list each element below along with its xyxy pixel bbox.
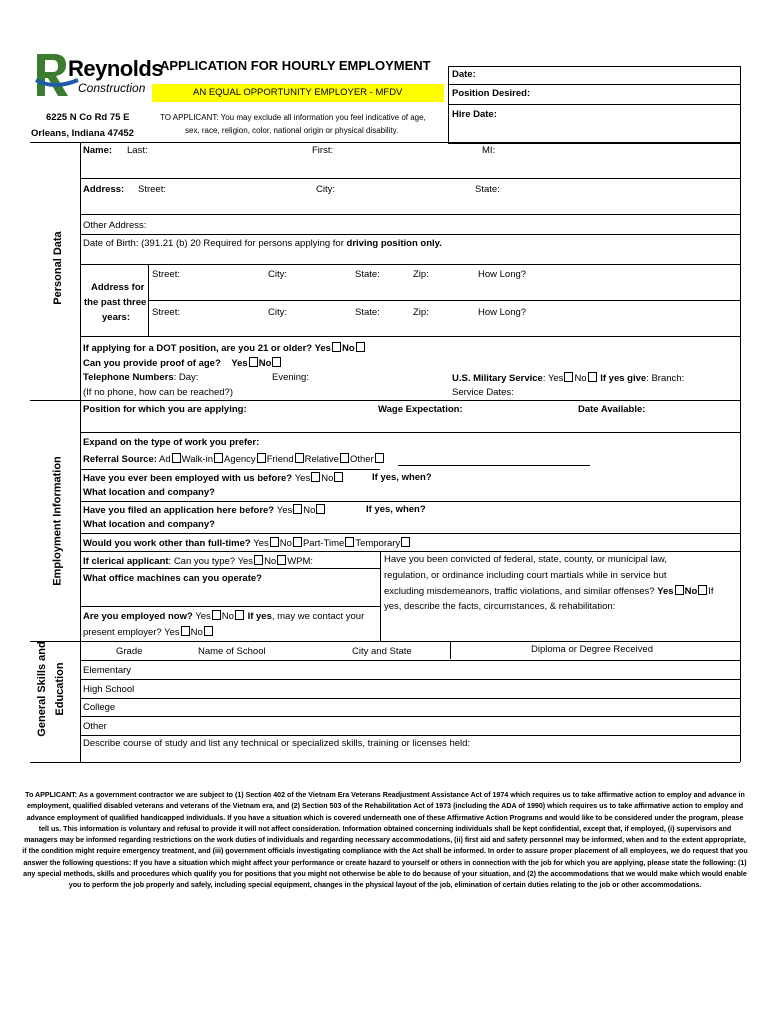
page-title: APPLICATION FOR HOURLY EMPLOYMENT xyxy=(160,58,431,73)
military-field: U.S. Military Service: Yes No If yes give: Branch: xyxy=(452,373,685,384)
wage-expectation-field[interactable]: Wage Expectation: xyxy=(378,404,463,415)
past-city-1[interactable]: City: xyxy=(268,269,287,280)
convicted-question-3: excluding misdemeanors, traffic violations, and similar offenses? Yes No If xyxy=(384,586,714,597)
diploma-column-header: Diploma or Degree Received xyxy=(531,644,653,655)
filed-location-field[interactable]: What location and company? xyxy=(83,519,215,530)
name-label: Name: xyxy=(83,145,113,156)
telephone-field[interactable]: Telephone Numbers: Day: xyxy=(83,372,199,383)
past-zip-2[interactable]: Zip: xyxy=(413,307,429,318)
contact-no-checkbox[interactable] xyxy=(204,626,213,636)
referral-walkin-checkbox[interactable] xyxy=(214,453,223,463)
past-address-label-2: the past three xyxy=(84,297,147,308)
filed-before-when-field[interactable]: If yes, when? xyxy=(366,504,426,515)
no-phone-field[interactable]: (If no phone, how can be reached?) xyxy=(83,387,233,398)
employed-now-yes-checkbox[interactable] xyxy=(212,610,221,620)
company-address-line2: Orleans, Indiana 47452 xyxy=(31,128,134,139)
city-field[interactable]: City: xyxy=(316,184,335,195)
other-address-field[interactable]: Other Address: xyxy=(83,220,147,231)
full-time-yes-checkbox[interactable] xyxy=(270,537,279,547)
position-applying-field[interactable]: Position for which you are applying: xyxy=(83,404,247,415)
part-time-checkbox[interactable] xyxy=(345,537,354,547)
referral-relative-checkbox[interactable] xyxy=(340,453,349,463)
employed-before-yes-checkbox[interactable] xyxy=(311,472,320,482)
referral-agency-checkbox[interactable] xyxy=(257,453,266,463)
date-label[interactable]: Date: xyxy=(452,69,476,80)
education-row-elementary[interactable]: Elementary xyxy=(83,665,132,676)
temporary-checkbox[interactable] xyxy=(401,537,410,547)
school-column-header: Name of School xyxy=(198,646,266,657)
section-personal-data: Personal Data xyxy=(52,231,64,305)
evening-field[interactable]: Evening: xyxy=(272,372,309,383)
referral-other-checkbox[interactable] xyxy=(375,453,384,463)
city-state-column-header: City and State xyxy=(352,646,412,657)
past-street-1[interactable]: Street: xyxy=(152,269,180,280)
section-employment-information: Employment Information xyxy=(51,456,64,586)
section-education-1: General Skills and xyxy=(36,641,48,737)
company-logo xyxy=(34,50,164,100)
address-label: Address: xyxy=(83,184,125,195)
referral-friend-checkbox[interactable] xyxy=(295,453,304,463)
education-row-college[interactable]: College xyxy=(83,702,116,713)
state-field[interactable]: State: xyxy=(475,184,500,195)
dot-yes-checkbox[interactable] xyxy=(332,342,341,352)
past-city-2[interactable]: City: xyxy=(268,307,287,318)
contact-yes-checkbox[interactable] xyxy=(181,626,190,636)
position-desired-label[interactable]: Position Desired: xyxy=(452,88,531,99)
service-dates-field[interactable]: Service Dates: xyxy=(452,387,514,398)
education-row-other[interactable]: Other xyxy=(83,721,107,732)
convicted-question-1: Have you been convicted of federal, state, county, or municipal law, xyxy=(384,554,667,565)
past-state-1[interactable]: State: xyxy=(355,269,380,280)
convicted-yes-checkbox[interactable] xyxy=(675,585,684,595)
past-how-long-1[interactable]: How Long? xyxy=(478,269,527,280)
eeo-text: AN EQUAL OPPORTUNITY EMPLOYER - MFDV xyxy=(193,87,403,98)
past-how-long-2[interactable]: How Long? xyxy=(478,307,527,318)
hire-date-label[interactable]: Hire Date: xyxy=(452,109,497,120)
logo-text: Reynolds xyxy=(68,56,164,81)
military-no-checkbox[interactable] xyxy=(588,372,597,382)
skills-description-field[interactable]: Describe course of study and list any technical or specialized skills, training or licenses held: xyxy=(83,738,471,749)
clerical-question: If clerical applicant: Can you type? Yes No WPM: xyxy=(83,556,314,567)
date-available-field[interactable]: Date Available: xyxy=(578,404,646,415)
military-yes-checkbox[interactable] xyxy=(564,372,573,382)
employed-before-when-field[interactable]: If yes, when? xyxy=(372,472,432,483)
filed-before-no-checkbox[interactable] xyxy=(316,504,325,514)
dob-bold-note: driving position only. xyxy=(346,238,442,249)
past-state-2[interactable]: State: xyxy=(355,307,380,318)
past-zip-1[interactable]: Zip: xyxy=(413,269,429,280)
past-address-label-3: years: xyxy=(102,312,130,323)
employed-now-no-checkbox[interactable] xyxy=(235,610,244,620)
past-address-label-1: Address for xyxy=(91,282,145,293)
type-no-checkbox[interactable] xyxy=(277,555,286,565)
referral-other-line[interactable] xyxy=(398,465,590,466)
type-yes-checkbox[interactable] xyxy=(254,555,263,565)
filed-before-yes-checkbox[interactable] xyxy=(293,504,302,514)
logo-subtext: Construction xyxy=(78,81,146,95)
last-name-field[interactable]: Last: xyxy=(127,145,148,156)
mi-field[interactable]: MI: xyxy=(482,145,496,156)
contact-employer-question: present employer? Yes No xyxy=(83,626,214,639)
dot-no-checkbox[interactable] xyxy=(356,342,365,352)
header-box xyxy=(448,66,741,144)
office-machines-field[interactable]: What office machines can you operate? xyxy=(83,573,262,584)
employed-before-no-checkbox[interactable] xyxy=(334,472,343,482)
filed-before-question: Have you filed an application here before? Yes No xyxy=(83,504,326,517)
form-frame xyxy=(80,142,741,762)
proof-no-checkbox[interactable] xyxy=(272,357,281,367)
employed-location-field[interactable]: What location and company? xyxy=(83,487,215,498)
convicted-no-checkbox[interactable] xyxy=(698,585,707,595)
referral-ad-checkbox[interactable] xyxy=(172,453,181,463)
education-row-high-school[interactable]: High School xyxy=(83,684,135,695)
dob-label: Date of Birth xyxy=(83,238,136,249)
company-address-line1: 6225 N Co Rd 75 E xyxy=(46,112,130,123)
employed-before-question: Have you ever been employed with us before? Yes No xyxy=(83,472,344,485)
to-applicant-note-1: TO APPLICANT: You may exclude all information you feel indicative of age, xyxy=(160,113,426,122)
affirmative-action-notice: To APPLICANT: As a government contractor we are subject to (1) Section 402 of the Vietnam Era Veterans Readjustment Assistance Act of 1974 which requires us to take affirmative action to employ and advance in employment, qualified disabled veterans and veterans of the Vietnam era, and (2) Section 503 of the Rehabilitation Act of 1973 (including the ADA of 1990) which requires us to take affirmative action to employ and advance employment of qualified handicapped individuals. If you have a situation which is covered underneath one of these Affirmative Action Programs and would like to be considered under the program, please tell us. This information is voluntary and refusal to provide it will not affect consideration. Information obtained concerning individuals shall be kept confidential, except that, if employed, (i) supervisors and managers may be informed regarding restrictions on the work duties of individuals and regarding necessary accommodations, (ii) first aid and safety personnel may be informed, when and to the extent appropriate, if the condition might require emergency treatment, and (iii) government officials investigating compliance with the Act shall be informed. In order to assure proper placement of all employees, we do request that you answer the following questions: If you have a situation which might affect your performance or create hazard to yourself or others in connection with the job for which you are applying, please state the following: (1) any special methods, skills and procedures which qualify you for positions that you might not otherwise be able to do because of your situation, and (2) the accommodations that we would make which would enable you to perform the job properly and safely, including special equipment, changes in the physical layout of the job, elimination of certain duties relating to the job or other accommodations. xyxy=(22,791,748,890)
to-applicant-note-2: sex, race, religion, color, national origin or physical disability. xyxy=(185,126,399,135)
referral-source: Referral Source: Ad Walk-in Agency Friend Relative Other xyxy=(83,453,385,466)
past-street-2[interactable]: Street: xyxy=(152,307,180,318)
dot-question: If applying for a DOT position, are you 21 or older? Yes No xyxy=(83,342,366,355)
street-field[interactable]: Street: xyxy=(138,184,166,195)
proof-question: Can you provide proof of age? Yes No xyxy=(83,357,282,370)
dob-note: : (391.21 (b) 20 Required for persons applying for xyxy=(135,238,347,249)
employed-now-question: Are you employed now? Yes No If yes, may we contact your xyxy=(83,611,365,622)
wpm-field[interactable]: WPM: xyxy=(287,556,314,567)
dob-field[interactable] xyxy=(83,238,442,250)
grade-column-header: Grade xyxy=(116,646,143,657)
full-time-question: Would you work other than full-time? Yes No Part-Time Temporary xyxy=(83,537,411,550)
section-education-2: Education xyxy=(54,662,66,716)
convicted-question-2: regulation, or ordinance including court martials while in service but xyxy=(384,570,667,581)
proof-yes-checkbox[interactable] xyxy=(249,357,258,367)
convicted-question-4[interactable]: yes, describe the facts, circumstances, & rehabilitation: xyxy=(384,601,616,612)
full-time-no-checkbox[interactable] xyxy=(293,537,302,547)
expand-work-field[interactable]: Expand on the type of work you prefer: xyxy=(83,437,260,448)
first-name-field[interactable]: First: xyxy=(312,145,334,156)
